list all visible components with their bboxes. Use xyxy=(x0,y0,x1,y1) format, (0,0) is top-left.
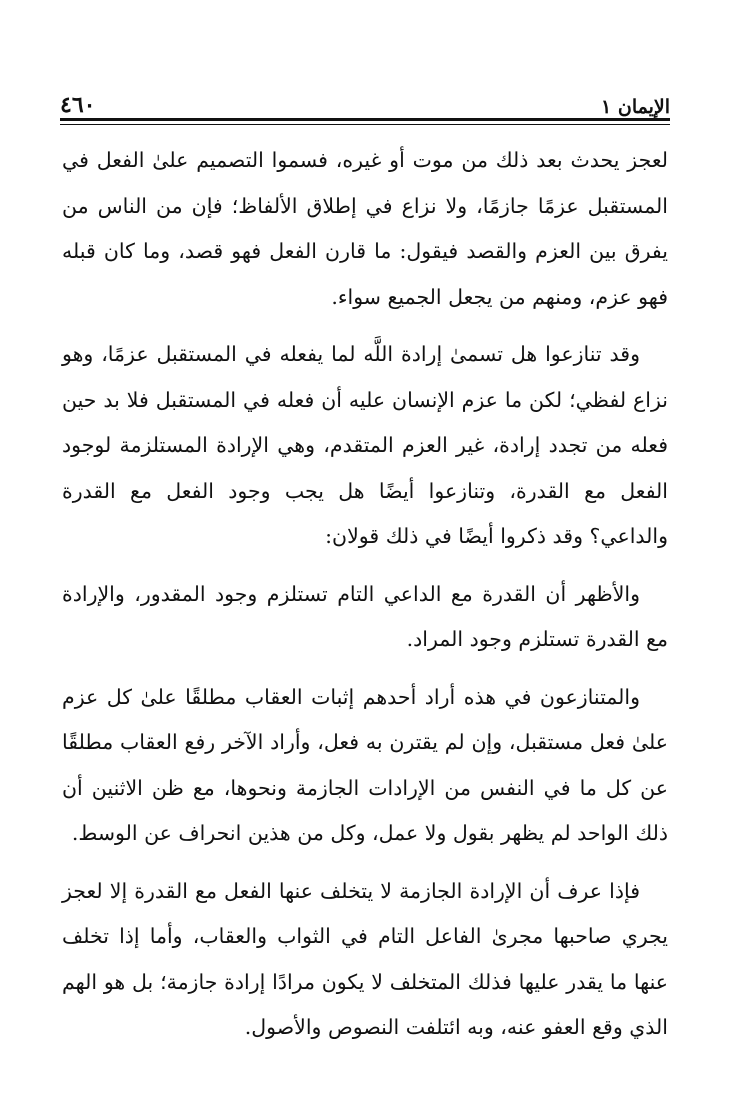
paragraph: فإذا عرف أن الإرادة الجازمة لا يتخلف عنها الفعل مع القدرة إلا لعجز يجري صاحبها مجرىٰ الفاعل التام في الثواب والعقاب، وأما إذا تخلف عنها ما يقدر عليها فذلك المتخلف لا يكون مرادًا إرادة جازمة؛ بل هو الهم الذي وقع العفو عنه، وبه ائتلفت النصوص والأصول. xyxy=(62,878,668,1039)
page-header xyxy=(60,78,670,118)
page-number: ٤٦٠ xyxy=(60,92,96,118)
body-text xyxy=(62,138,668,1063)
running-title: الإيمان ١ xyxy=(601,96,670,118)
header-rule-thick xyxy=(60,118,670,121)
paragraph: والأظهر أن القدرة مع الداعي التام تستلزم وجود المقدور، والإرادة مع القدرة تستلزم وجود المراد. xyxy=(62,581,668,651)
paragraph: لعجز يحدث بعد ذلك من موت أو غيره، فسموا التصميم علىٰ الفعل في المستقبل عزمًا جازمًا، ولا نزاع في إطلاق الألفاظ؛ فإن من الناس من يفرق بين العزم والقصد فيقول: ما قارن الفعل فهو قصد، وما كان قبله فهو عزم، ومنهم من يجعل الجميع سواء. xyxy=(62,148,668,309)
paragraph: وقد تنازعوا هل تسمىٰ إرادة اللَّه لما يفعله في المستقبل عزمًا، وهو نزاع لفظي؛ لكن ما عزم الإنسان عليه أن فعله في المستقبل فلا بد حين فعله من تجدد إرادة، غير العزم المتقدم، وهي الإرادة المستلزمة لوجود الفعل مع القدرة، وتنازعوا أيضًا هل يجب وجود الفعل مع القدرة والداعي؟ وقد ذكروا أيضًا في ذلك قولان: xyxy=(62,342,668,548)
header-rule-thin xyxy=(60,124,670,125)
paragraph: والمتنازعون في هذه أراد أحدهم إثبات العقاب مطلقًا علىٰ كل عزم علىٰ فعل مستقبل، وإن لم يقترن به فعل، وأراد الآخر رفع العقاب مطلقًا عن كل ما في النفس من الإرادات الجازمة ونحوها، مع ظن الاثنين أن ذلك الواحد لم يظهر بقول ولا عمل، وكل من هذين انحراف عن الوسط. xyxy=(62,684,668,845)
